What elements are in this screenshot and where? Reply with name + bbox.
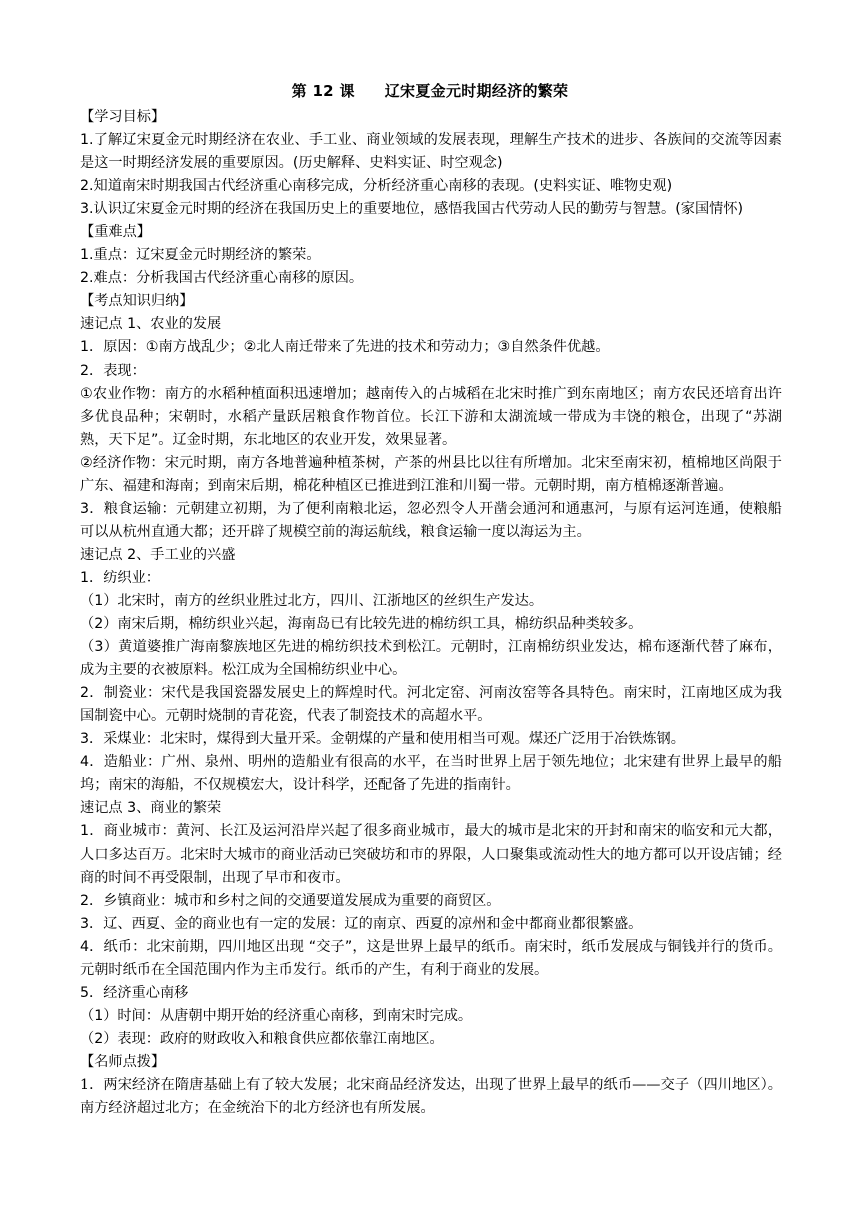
textile-item-3: （3）黄道婆推广海南黎族地区先进的棉纺织技术到松江。元朝时，江南棉纺织业发达，棉布逐渐代替了麻布，成为主要的衣被原料。松江成为全国棉纺织业中心。 [80,639,782,679]
page-title [0,80,860,102]
key-point: 1.重点：辽宋夏金元时期经济的繁荣。 [80,247,321,264]
lesson-number: 第 12 课 [291,82,355,100]
difficult-point: 2.难点：分析我国古代经济重心南移的原因。 [80,270,364,287]
textile-item-2: （2）南宋后期，棉纺织业兴起，海南岛已有比较先进的棉纺织工具，棉纺织品种类较多。 [80,616,643,633]
shift-time: （1）时间：从唐朝中期开始的经济重心南移，到南宋时完成。 [80,1007,473,1024]
subsection-agriculture: 速记点 1、农业的发展 [80,316,222,333]
section-heading-key-points: 【重难点】 [80,224,151,241]
commerce-liao-xia-jin: 3．辽、西夏、金的商业也有一定的发展：辽的南京、西夏的凉州和金中都商业都很繁盛。 [80,915,643,932]
section-heading-teacher-tips: 【名师点拨】 [80,1053,166,1070]
subsection-commerce: 速记点 3、商业的繁荣 [80,800,222,817]
commerce-towns: 2．乡镇商业：城市和乡村之间的交通要道发展成为重要的商贸区。 [80,892,501,909]
coal-mining: 3．采煤业：北宋时，煤得到大量开采。金朝煤的产量和使用相当可观。煤还广泛用于冶铁炼钢。 [80,731,685,748]
shipbuilding: 4．造船业：广州、泉州、明州的造船业有很高的水平，在当时世界上居于领先地位；北宋建有世界上最早的船坞；南宋的海船，不仅规模宏大，设计科学，还配备了先进的指南针。 [80,754,782,794]
teacher-tip-1: 1．两宋经济在隋唐基础上有了较大发展；北宋商品经济发达，出现了世界上最早的纸币——交子（四川地区）。南方经济超过北方；在金统治下的北方经济也有所发展。 [80,1076,782,1117]
agriculture-performance-label: 2．表现： [80,362,146,379]
agriculture-crops: ①农业作物：南方的水稻种植面积迅速增加；越南传入的占城稻在北宋时推广到东南地区；南方农民还培育出许多优良品种；宋朝时，水稻产量跃居粮食作物首位。长江下游和太湖流域一带成为丰饶的粮仓，出现了“苏湖熟，天下足”。辽金时期，东北地区的农业开发，效果显著。 [80,385,782,448]
lesson-name: 辽宋夏金元时期经济的繁荣 [384,82,569,100]
subsection-handicraft: 速记点 2、手工业的兴盛 [80,546,236,563]
textile-item-1: （1）北宋时，南方的丝织业胜过北方，四川、江浙地区的丝织生产发达。 [80,592,544,609]
section-heading-knowledge: 【考点知识归纳】 [80,293,194,310]
agriculture-reasons: 1．原因：①南方战乱少；②北人南迁带来了先进的技术和劳动力；③自然条件优越。 [80,339,610,356]
agriculture-cash-crops: ②经济作物：宋元时期，南方各地普遍种植茶树，产茶的州县比以往有所增加。北宋至南宋初，植棉地区尚限于广东、福建和海南；到南宋后期，棉花种植区已推进到江淮和川蜀一带。元朝时期，南方植棉逐渐普遍。 [80,454,782,494]
shift-performance: （2）表现：政府的财政收入和粮食供应都依靠江南地区。 [80,1030,444,1047]
commerce-cities: 1．商业城市：黄河、长江及运河沿岸兴起了很多商业城市，最大的城市是北宋的开封和南宋的临安和元大都，人口多达百万。北宋时大城市的商业活动已突破坊和市的界限，人口聚集或流动性大的地方都可以开设店铺；经商的时间不再受限制，出现了早市和夜市。 [80,823,782,886]
agriculture-grain-transport: 3．粮食运输：元朝建立初期，为了便利南粮北运，忽必烈令人开凿会通河和通惠河，与原有运河连通，使粮船可以从杭州直通大都；还开辟了规模空前的海运航线，粮食运输一度以海运为主。 [80,500,782,540]
paper-money: 4．纸币：北宋前期，四川地区出现 “交子”，这是世界上最早的纸币。南宋时，纸币发展成与铜钱并行的货币。元朝时纸币在全国范围内作为主币发行。纸币的产生，有利于商业的发展。 [80,938,782,978]
objective-3: 3.认识辽宋夏金元时期的经济在我国历史上的重要地位，感悟我国古代劳动人民的勤劳与智慧。(家国情怀) [80,201,744,218]
document-body [80,106,782,1120]
economic-center-shift: 5．经济重心南移 [80,984,189,1001]
textile-label: 1．纺织业： [80,569,160,586]
porcelain-industry: 2．制瓷业：宋代是我国瓷器发展史上的辉煌时代。河北定窑、河南汝窑等各具特色。南宋时，江南地区成为我国制瓷中心。元朝时烧制的青花瓷，代表了制瓷技术的高超水平。 [80,685,782,725]
objective-2: 2.知道南宋时期我国古代经济重心南移完成，分析经济重心南移的表现。(史料实证、唯物史观) [80,178,673,195]
objective-1: 1.了解辽宋夏金元时期经济在农业、手工业、商业领域的发展表现，理解生产技术的进步、各族间的交流等因素是这一时期经济发展的重要原因。(历史解释、史料实证、时空观念) [80,132,782,172]
section-heading-objectives: 【学习目标】 [80,109,166,125]
